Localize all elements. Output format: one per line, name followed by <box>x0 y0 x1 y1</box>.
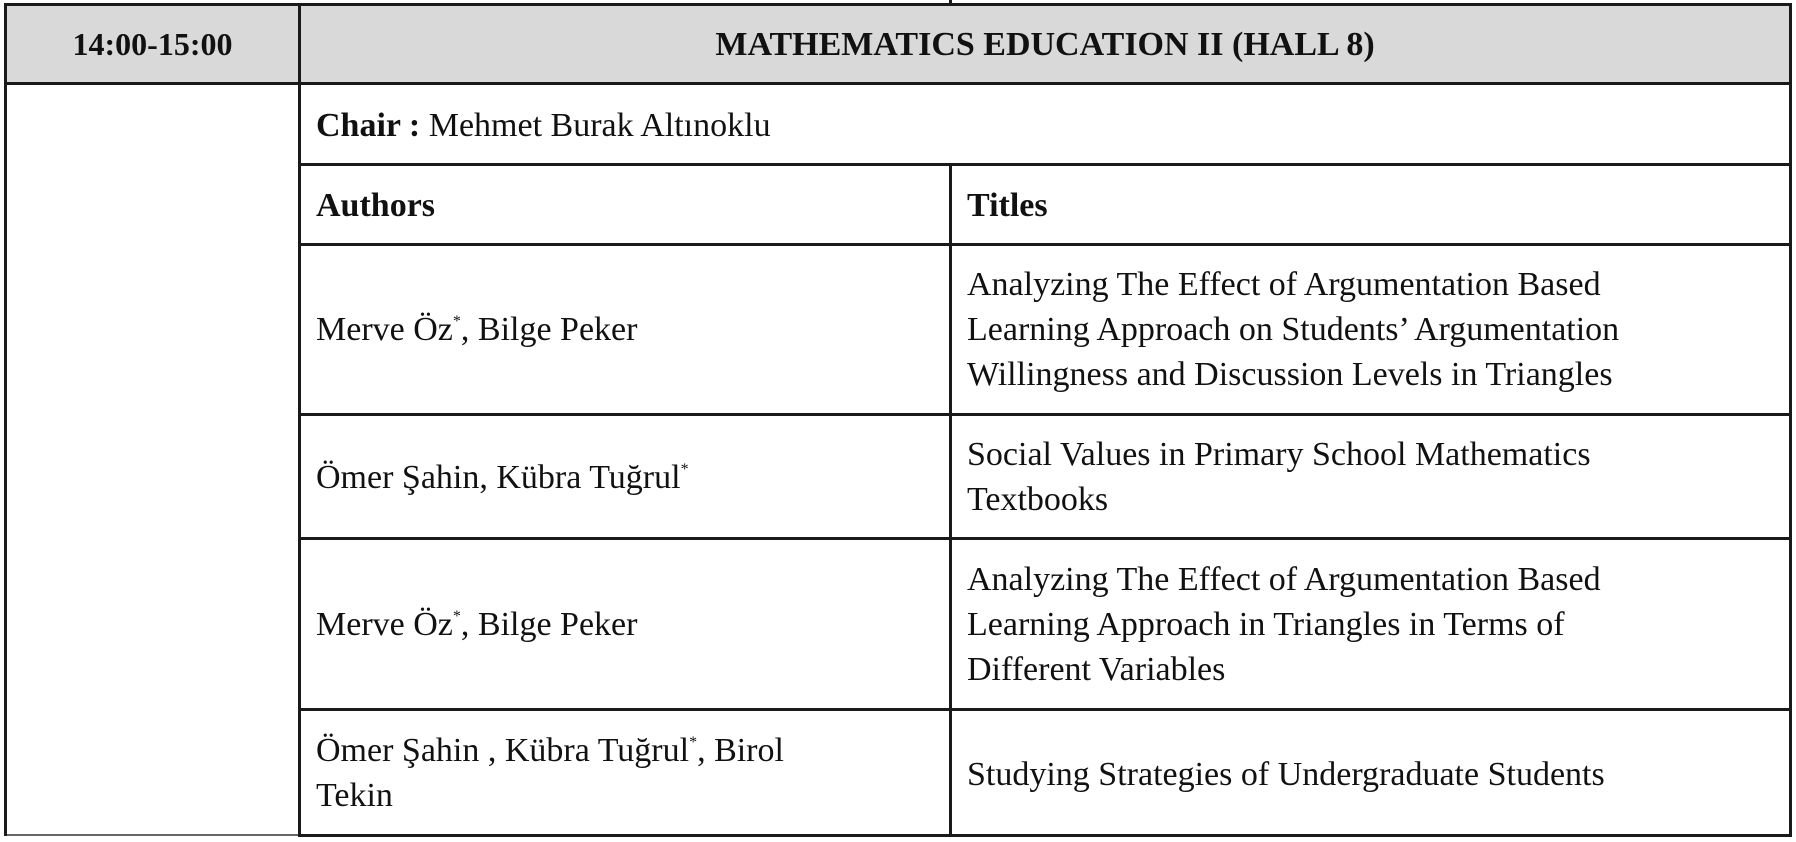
table-row-authors <box>316 455 689 500</box>
author-line: Tekin <box>316 777 393 814</box>
grid-line <box>949 0 952 6</box>
chair-name: Mehmet Burak Altınoklu <box>428 107 771 144</box>
presenter-marker: * <box>689 734 698 751</box>
chair-line <box>316 103 771 148</box>
presenter-marker: * <box>452 608 461 625</box>
grid-line <box>299 243 1792 246</box>
title-line: Textbooks <box>967 481 1109 518</box>
session-title: MATHEMATICS EDUCATION II (HALL 8) <box>715 26 1375 63</box>
author-names: , Bilge Peker <box>460 606 638 643</box>
author-names: Merve Öz <box>316 606 453 643</box>
title-line: Social Values in Primary School Mathematics <box>967 436 1591 473</box>
author-names: , Bilge Peker <box>460 311 638 348</box>
table-row-authors <box>316 307 637 352</box>
table-row-authors <box>316 602 637 647</box>
grid-line <box>299 834 1792 837</box>
title-line: Learning Approach on Students’ Argumentation <box>967 311 1620 348</box>
grid-line <box>1789 3 1792 837</box>
title-line: Analyzing The Effect of Argumentation Based <box>967 561 1601 598</box>
title-line: Learning Approach in Triangles in Terms of <box>967 606 1565 643</box>
grid-line <box>4 82 1792 85</box>
presenter-marker: * <box>680 461 689 478</box>
grid-line <box>4 3 1792 6</box>
authors-column-header: Authors <box>316 187 436 224</box>
titles-column-header: Titles <box>967 187 1048 224</box>
session-time: 14:00-15:00 <box>72 26 233 62</box>
title-line: Different Variables <box>967 651 1226 688</box>
title-line: Analyzing The Effect of Argumentation Based <box>967 266 1601 303</box>
grid-line <box>299 413 1792 416</box>
grid-line <box>298 3 301 837</box>
grid-line <box>299 537 1792 540</box>
title-line: Willingness and Discussion Levels in Triangles <box>967 356 1613 393</box>
grid-line <box>299 163 1792 166</box>
author-names: Ömer Şahin , Kübra Tuğrul <box>316 732 690 769</box>
chair-label: Chair : <box>316 107 421 144</box>
presenter-marker: * <box>452 313 461 330</box>
author-names: Merve Öz <box>316 311 453 348</box>
author-names: Ömer Şahin, Kübra Tuğrul <box>316 459 681 496</box>
author-names: , Birol <box>697 732 784 769</box>
grid-line <box>4 3 7 836</box>
table-row-title: Studying Strategies of Undergraduate Students <box>967 756 1605 793</box>
grid-line <box>949 163 952 837</box>
author-line <box>316 728 784 773</box>
grid-line <box>299 708 1792 711</box>
grid-line <box>4 834 299 836</box>
